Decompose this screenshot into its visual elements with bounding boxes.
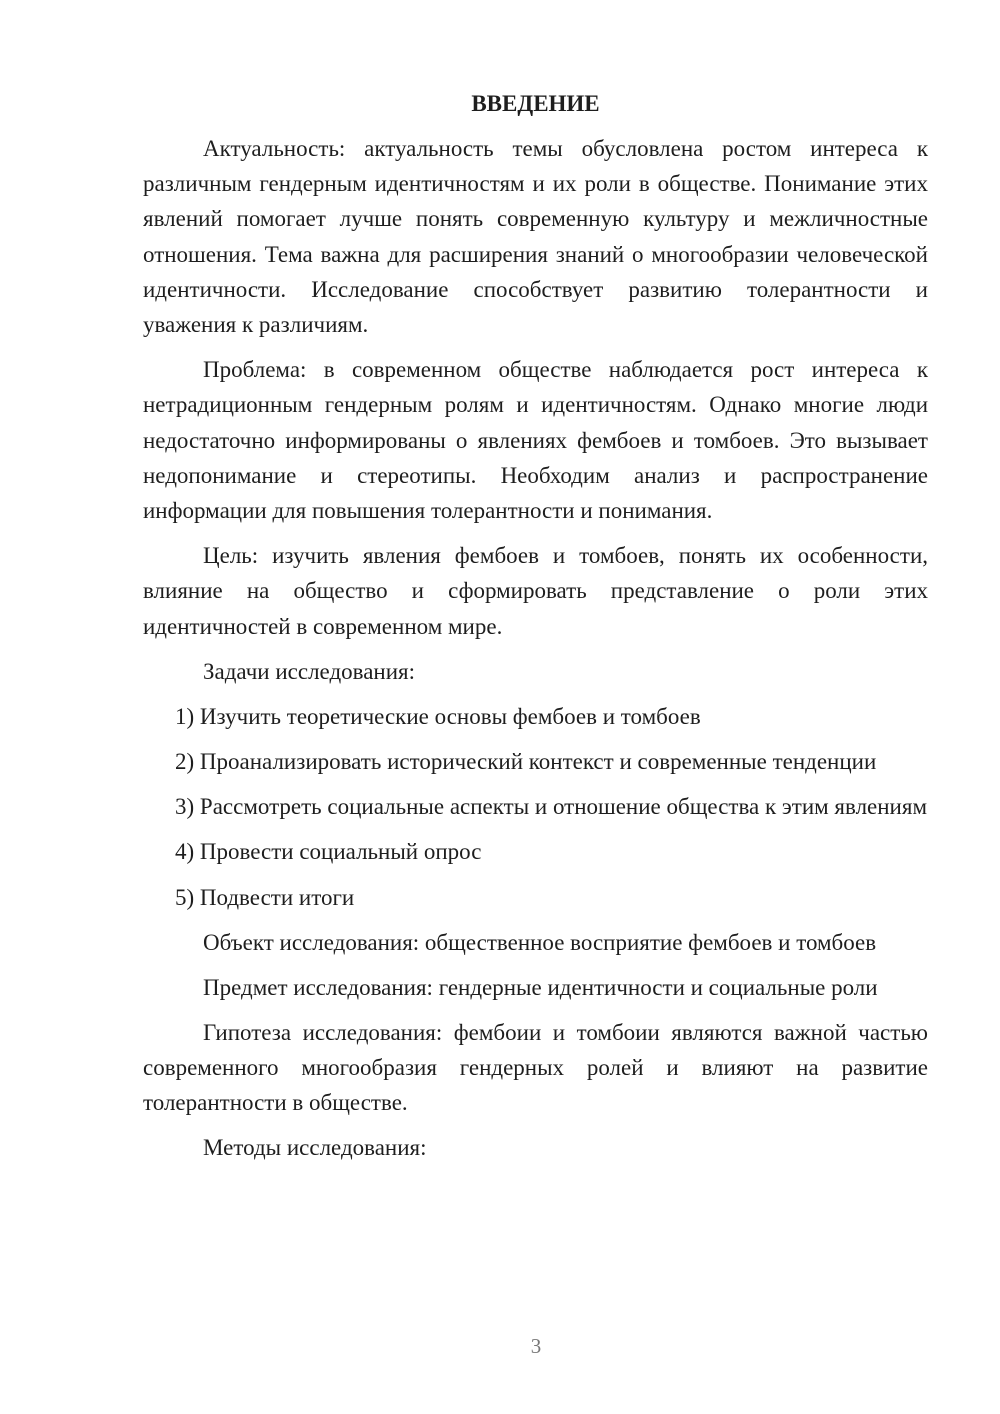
methods-heading: Методы исследования: bbox=[203, 1135, 427, 1161]
subject-line: Предмет исследования: гендерные идентичности и социальные роли bbox=[203, 974, 878, 1000]
page-number: 3 bbox=[530, 1334, 542, 1358]
task-item-1: 1) Изучить теоретические основы фембоев и томбоев bbox=[175, 703, 701, 729]
task-item-4: 4) Провести социальный опрос bbox=[175, 839, 482, 865]
relevance-paragraph: Актуальность: актуальность темы обусловлена ростом интереса к различным гендерным идентичностям и их роли в обществе. Понимание этих явлений помогает лучше понять современную культуру и межличностные отношения. Тема важна для расширения знаний о многообразии человеческой идентичности. Исследование способствует развитию толерантности и уважения к различиям. bbox=[143, 136, 928, 338]
problem-paragraph: Проблема: в современном обществе наблюдается рост интереса к нетрадиционным гендерным ролям и идентичностям. Однако многие люди недостаточно информированы о явлениях фембоев и томбоев. Это вызывает недопонимание и стереотипы. Необходим анализ и распространение информации для повышения толерантности и понимания. bbox=[143, 357, 928, 524]
tasks-heading: Задачи исследования: bbox=[203, 658, 416, 684]
goal-paragraph: Цель: изучить явления фембоев и томбоев, понять их особенности, влияние на общество и сформировать представление о роли этих идентичностей в современном мире. bbox=[143, 543, 928, 639]
document-page bbox=[143, 90, 928, 1175]
hypothesis-paragraph: Гипотеза исследования: фембоии и томбоии являются важной частью современного многообразия гендерных ролей и влияют на развитие толерантности в обществе. bbox=[143, 1019, 928, 1116]
section-title: ВВЕДЕНИЕ bbox=[471, 91, 600, 116]
task-item-3: 3) Рассмотреть социальные аспекты и отношение общества к этим явлениям bbox=[175, 794, 928, 820]
task-item-2: 2) Проанализировать исторический контекст и современные тенденции bbox=[175, 749, 877, 775]
object-line: Объект исследования: общественное восприятие фембоев и томбоев bbox=[203, 929, 877, 955]
task-item-5: 5) Подвести итоги bbox=[175, 884, 355, 910]
